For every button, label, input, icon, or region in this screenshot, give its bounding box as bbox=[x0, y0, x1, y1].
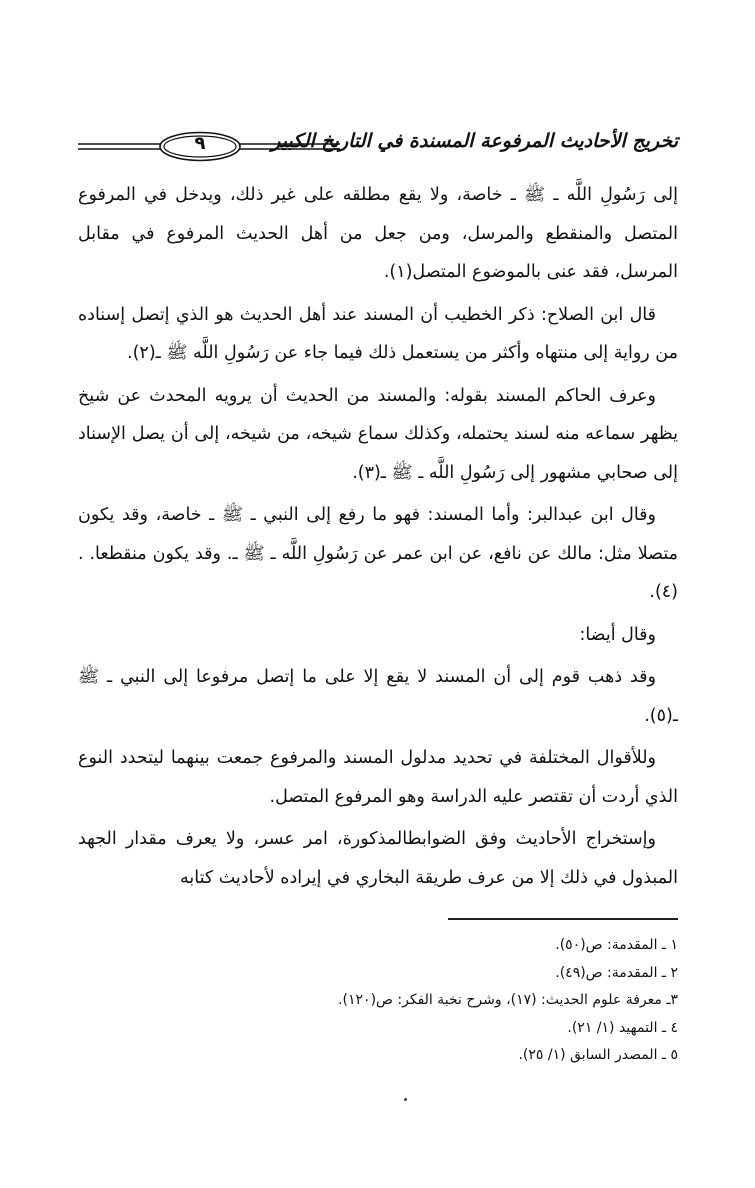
paragraph: قال ابن الصلاح: ذكر الخطيب أن المسند عند أهل الحديث هو الذي إتصل إسناده من رواية إلى منتهاه وأكثر من يستعمل ذلك فيما جاء عن رَسُولِ اللَّه ﷺ ـ(٢). bbox=[78, 304, 678, 363]
paragraph: وعرف الحاكم المسند بقوله: والمسند من الحديث أن يرويه المحدث عن شيخ يظهر سماعه منه لسند يحتمله، وكذلك سماع شيخه، من شيخه، إلى أن يصل الإسناد إلى صحابي مشهور إلى رَسُولِ اللَّه ـ ﷺ ـ(٣). bbox=[78, 385, 678, 483]
footnote-item: ٥ ـ المصدر السابق (١/ ٢٥). bbox=[518, 1047, 678, 1063]
footnote-item: ٣ـ معرفة علوم الحديث: (١٧)، وشرح نخبة الفكر: ص(١٢٠). bbox=[338, 992, 678, 1008]
paragraph: وقال أيضا: bbox=[579, 624, 656, 645]
footnote-item: ٢ ـ المقدمة: ص(٤٩). bbox=[555, 964, 678, 981]
paragraph: وقال ابن عبدالبر: وأما المسند: فهو ما رفع إلى النبي ـ ﷺ ـ خاصة، وقد يكون متصلا مثل: مالك عن نافع، عن ابن عمر عن رَسُولِ اللَّه ـ ﷺ ـ. وقد يكون منقطعا. .(٤). bbox=[78, 505, 678, 602]
page-header bbox=[78, 128, 678, 164]
paragraph: إلى رَسُولِ اللَّه ـ ﷺ ـ خاصة، ولا يقع مطلقه على غير ذلك، ويدخل في المرفوع المتصل والمنقطع والمرسل، ومن جعل من أهل الحديث المرفوع في مقابل المرسل، فقد عنى بالموضوع المتصل(١). bbox=[78, 185, 678, 282]
page-number: ٩ bbox=[194, 133, 206, 154]
footnotes bbox=[200, 932, 678, 1070]
running-title: تخريج الأحاديث المرفوعة المسندة في التاريخ الكبير bbox=[271, 130, 678, 152]
paragraph: وقد ذهب قوم إلى أن المسند لا يقع إلا على ما إتصل مرفوعا إلى النبي ـ ﷺ ـ(٥). bbox=[78, 667, 678, 726]
footnote-item: ١ ـ المقدمة: ص(٥٠). bbox=[555, 937, 678, 953]
footnote-item: ٤ ـ التمهيد (١/ ٢١). bbox=[567, 1019, 678, 1036]
main-text bbox=[78, 176, 678, 897]
footnote-divider bbox=[448, 918, 678, 920]
paragraph: وللأقوال المختلفة في تحديد مدلول المسند والمرفوع جمعت بينهما ليتحدد النوع الذي أردت أن تقتصر عليه الدراسة وهو المرفوع المتصل. bbox=[78, 748, 678, 807]
paragraph: وإستخراج الأحاديث وفق الضوابطالمذكورة، امر عسر، ولا يعرف مقدار الجهد المبذول في ذلك إلا من عرف طريقة البخاري في إيراده لأحاديث كتابه bbox=[78, 829, 678, 888]
print-speck bbox=[404, 1098, 407, 1101]
